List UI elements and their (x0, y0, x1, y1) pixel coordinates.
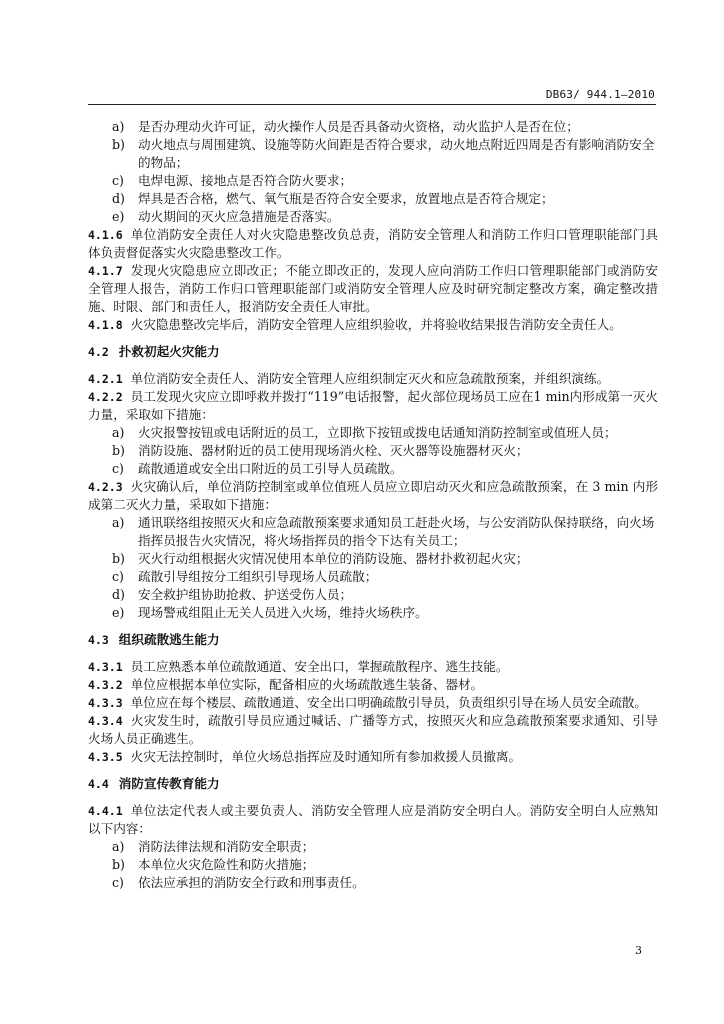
list-item-marker: c) (112, 461, 124, 476)
clause-4-2-2: 4.2.2 员工发现火灾应立即呼救并拨打“119”电话报警，起火部位现场员工应在1 min内形成第一灭火力量，采取如下措施： (88, 389, 658, 422)
list-item-marker: e) (112, 209, 125, 224)
document-body (88, 118, 658, 892)
list-item-text: 火灾报警按钮或电话附近的员工，立即揿下按钮或拨电话通知消防控制室或值班人员； (138, 425, 617, 440)
list-item (88, 856, 658, 874)
standard-code: DB63/ 944.1—2010 (545, 88, 655, 101)
list-item (88, 172, 658, 190)
list-4-2-2 (88, 424, 658, 478)
list-item-text: 本单位火灾危险性和防火措施； (138, 857, 315, 872)
list-item-marker: b) (112, 443, 125, 458)
clause-4-1-7: 4.1.7 发现火灾隐患应立即改正；不能立即改正的，发现人应向消防工作归口管理职能部门或消防安全管理人报告，消防工作归口管理职能部门或消防安全管理人应及时研究制定整改方案，确定整改措施、时限、部门和责任人，报消防安全责任人审批。 (88, 263, 658, 314)
list-item-text: 灭火行动组根据火灾情况使用本单位的消防设施、器材扑救初起火灾； (138, 551, 529, 566)
list-item (88, 514, 658, 550)
list-item-text: 依法应承担的消防安全行政和刑事责任。 (138, 875, 365, 890)
list-item-text: 焊具是否合格，燃气、氧气瓶是否符合安全要求，放置地点是否符合规定； (138, 191, 554, 206)
list-item-marker: a) (112, 119, 125, 134)
clause-4-2-1: 4.2.1 单位消防安全责任人、消防安全管理人应组织制定灭火和应急疏散预案，并组织演练。 (88, 371, 610, 386)
clause-4-3-4: 4.3.4 火灾发生时，疏散引导员应通过喊话、广播等方式，按照灭火和应急疏散预案要求通知、引导火场人员正确逃生。 (88, 713, 658, 746)
list-item-text: 消防设施、器材附近的员工使用现场消火栓、灭火器等设施器材灭火； (138, 443, 529, 458)
section-heading-4-3: 4.3 组织疏散逃生能力 (88, 632, 220, 647)
list-item-marker: a) (112, 515, 125, 530)
list-item-text: 动火期间的灭火应急措施是否落实。 (138, 209, 340, 224)
list-item-marker: d) (112, 191, 125, 206)
section-heading-4-2: 4.2 扑救初起火灾能力 (88, 344, 220, 359)
list-item-text: 电焊电源、接地点是否符合防火要求； (138, 173, 353, 188)
clause-4-4-1: 4.4.1 单位法定代表人或主要负责人、消防安全管理人应是消防安全明白人。消防安全明白人应熟知以下内容： (88, 803, 658, 836)
list-item (88, 460, 658, 478)
list-item-marker: b) (112, 551, 125, 566)
section-heading-4-4: 4.4 消防宣传教育能力 (88, 776, 220, 791)
list-item (88, 874, 658, 892)
list-4-1-5 (88, 118, 658, 226)
list-item-marker: e) (112, 605, 125, 620)
clause-4-3-3: 4.3.3 单位应在每个楼层、疏散通道、安全出口明确疏散引导员，负责组织引导在场人员安全疏散。 (88, 695, 647, 710)
clause-4-3-5: 4.3.5 火灾无法控制时，单位火场总指挥应及时通知所有参加救援人员撤离。 (88, 749, 522, 764)
list-4-4-1 (88, 838, 658, 892)
list-item (88, 136, 658, 172)
list-item-text: 疏散引导组按分工组织引导现场人员疏散； (138, 569, 378, 584)
clause-4-3-1: 4.3.1 员工应熟悉本单位疏散通道、安全出口，掌握疏散程序、逃生技能。 (88, 659, 509, 674)
list-item-marker: b) (112, 857, 125, 872)
list-item-marker: c) (112, 569, 124, 584)
list-item-marker: c) (112, 173, 124, 188)
list-item (88, 424, 658, 442)
list-item (88, 208, 658, 226)
list-item-text: 疏散通道或安全出口附近的员工引导人员疏散。 (138, 461, 403, 476)
list-item (88, 190, 658, 208)
list-item-marker: c) (112, 875, 124, 890)
clause-4-1-6: 4.1.6 单位消防安全责任人对火灾隐患整改负总责，消防安全管理人和消防工作归口管理职能部门具体负责督促落实火灾隐患整改工作。 (88, 227, 658, 260)
list-item-text: 安全救护组协助抢救、护送受伤人员； (138, 587, 353, 602)
list-item (88, 550, 658, 568)
list-item-marker: a) (112, 839, 125, 854)
list-item-marker: b) (112, 137, 125, 152)
list-item-marker: a) (112, 425, 125, 440)
list-item (88, 604, 658, 622)
clause-4-1-8: 4.1.8 火灾隐患整改完毕后，消防安全管理人应组织验收，并将验收结果报告消防安全责任人。 (88, 317, 622, 332)
list-item (88, 838, 658, 856)
list-item-text: 动火地点与周围建筑、设施等防火间距是否符合要求，动火地点附近四周是否有影响消防安全的物品； (138, 137, 655, 170)
page-number: 3 (635, 944, 642, 957)
list-item-marker: d) (112, 587, 125, 602)
list-item-text: 现场警戒组阻止无关人员进入火场，维持火场秩序。 (138, 605, 428, 620)
clause-4-2-3: 4.2.3 火灾确认后，单位消防控制室或单位值班人员应立即启动灭火和应急疏散预案，在 3 min 内形成第二灭火力量，采取如下措施： (88, 479, 658, 512)
list-item-text: 消防法律法规和消防安全职责； (138, 839, 315, 854)
list-item (88, 568, 658, 586)
list-item (88, 442, 658, 460)
list-4-2-3 (88, 514, 658, 622)
list-item-text: 是否办理动火许可证，动火操作人员是否具备动火资格，动火监护人是否在位； (138, 119, 579, 134)
header-rule (88, 104, 656, 105)
list-item (88, 118, 658, 136)
clause-4-3-2: 4.3.2 单位应根据本单位实际，配备相应的火场疏散逃生装备、器材。 (88, 677, 484, 692)
list-item-text: 通讯联络组按照灭火和应急疏散预案要求通知员工赶赴火场，与公安消防队保持联络，向火场指挥员报告火灾情况，将火场指挥员的指令下达有关员工； (138, 515, 655, 548)
list-item (88, 586, 658, 604)
